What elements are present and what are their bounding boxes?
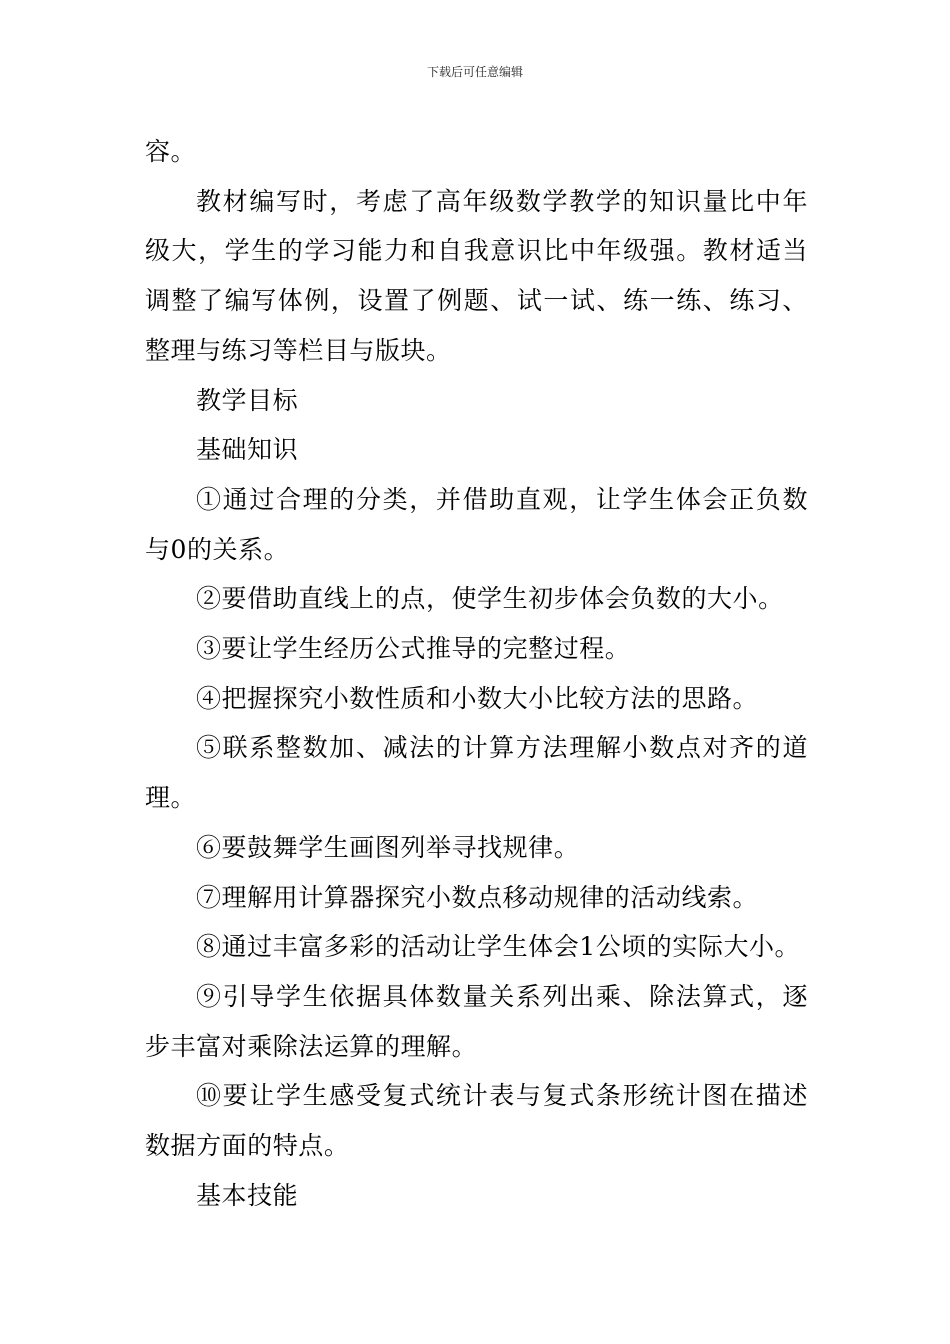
page-header: 下载后可任意编辑 bbox=[426, 65, 523, 79]
subheading-basic-knowledge: 基础知识 bbox=[196, 435, 299, 465]
subheading-basic-skills: 基本技能 bbox=[196, 1180, 299, 1210]
document-body bbox=[145, 127, 808, 1220]
paragraph-intro: 教材编写时，考虑了高年级数学教学的知识量比中年级大，学生的学习能力和自我意识比中年级强。教材适当调整了编写体例，设置了例题、试一试、练一练、练习、整理与练习等栏目与版块。 bbox=[145, 186, 808, 365]
list-item: ⑤联系整数加、减法的计算方法理解小数点对齐的道理。 bbox=[145, 733, 808, 813]
list-item: ⑩要让学生感受复式统计表与复式条形统计图在描述数据方面的特点。 bbox=[145, 1081, 808, 1161]
list-item: ①通过合理的分类，并借助直观，让学生体会正负数与0的关系。 bbox=[145, 484, 808, 564]
list-item: ④把握探究小数性质和小数大小比较方法的思路。 bbox=[196, 683, 759, 713]
list-item: ⑦理解用计算器探究小数点移动规律的活动线索。 bbox=[196, 882, 759, 912]
list-item: ③要让学生经历公式推导的完整过程。 bbox=[196, 634, 631, 664]
paragraph-continuation: 容。 bbox=[145, 137, 197, 166]
list-item: ⑥要鼓舞学生画图列举寻找规律。 bbox=[196, 832, 580, 862]
list-item: ⑨引导学生依据具体数量关系列出乘、除法算式，逐步丰富对乘除法运算的理解。 bbox=[145, 981, 808, 1061]
section-heading-teaching-goals: 教学目标 bbox=[196, 385, 299, 415]
list-item: ⑧通过丰富多彩的活动让学生体会1公顷的实际大小。 bbox=[196, 932, 801, 962]
list-item: ②要借助直线上的点，使学生初步体会负数的大小。 bbox=[196, 584, 784, 614]
